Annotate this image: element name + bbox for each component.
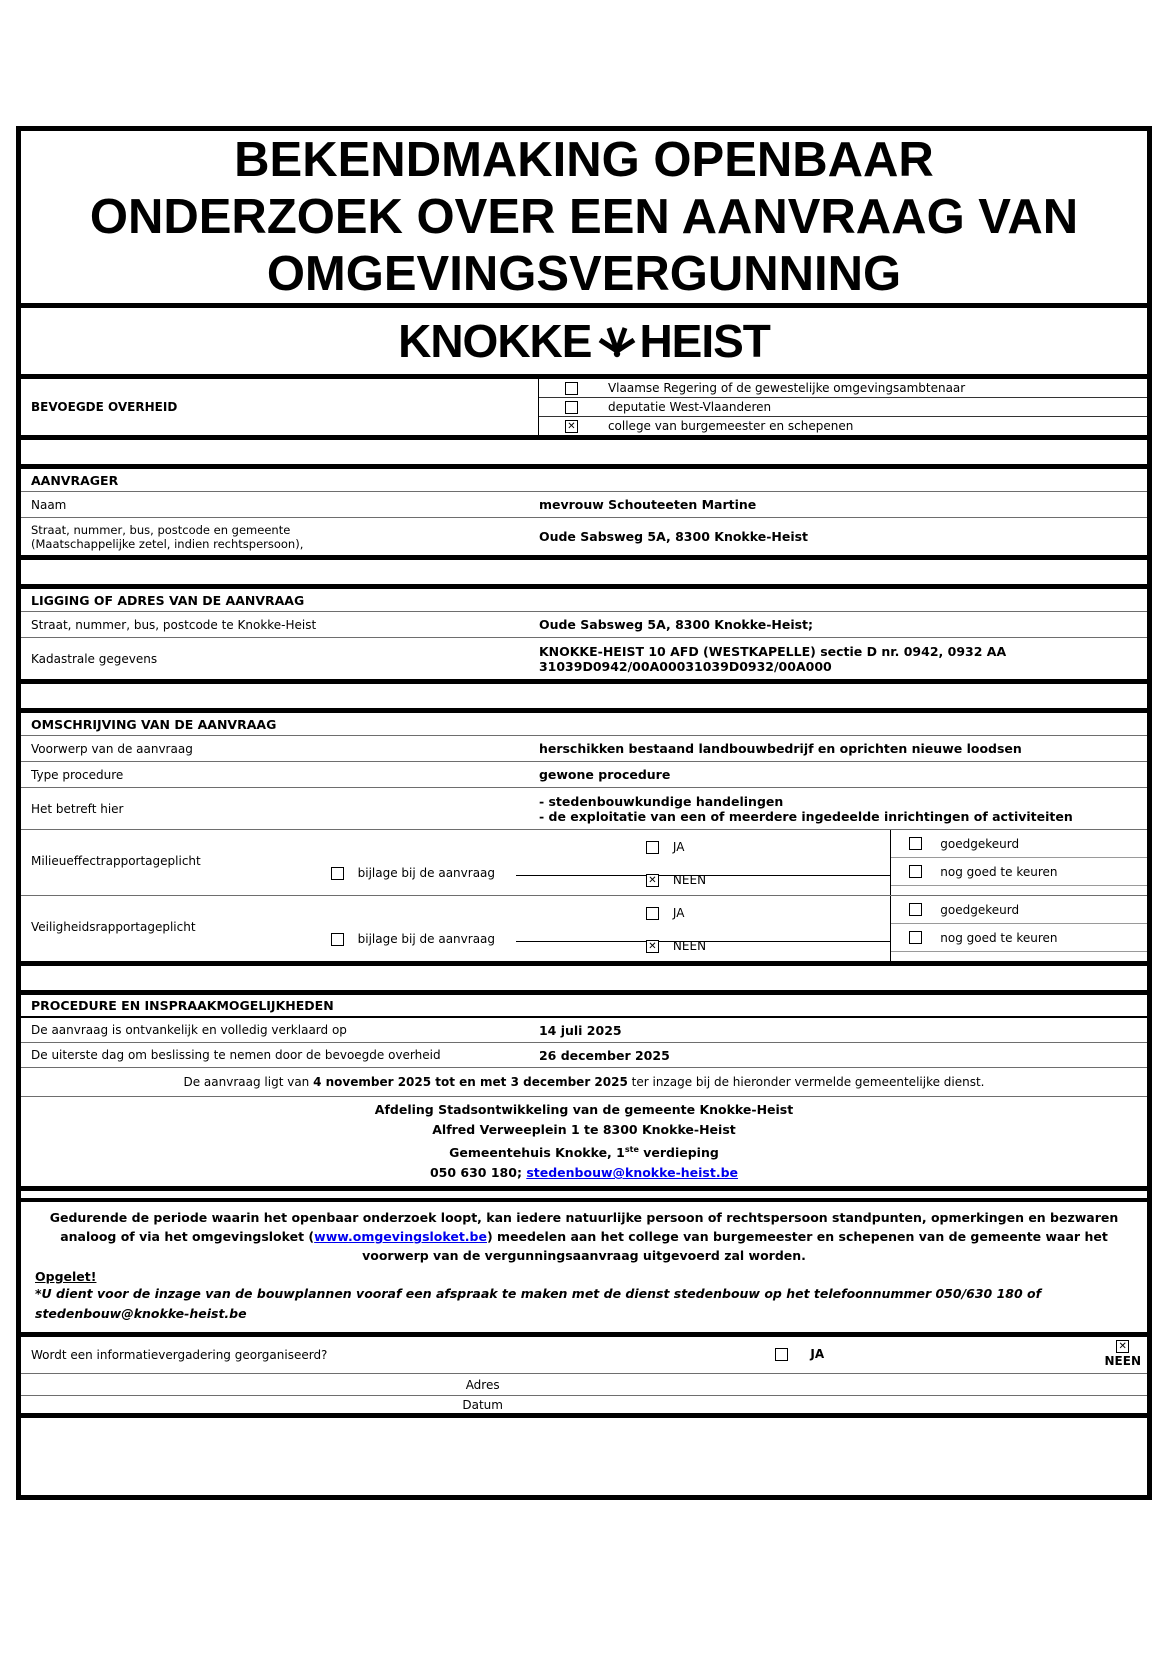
naam-label: Naam xyxy=(31,497,67,512)
datum-row xyxy=(21,1396,1147,1418)
section-separator xyxy=(21,684,1147,713)
title-line-3: OMGEVINGSVERGUNNING xyxy=(266,246,902,301)
adres-label: Straat, nummer, bus, postcode en gemeente (Maatschappelijke zetel, indien rechtspersoon), xyxy=(31,522,304,551)
option-vlaamse-regering xyxy=(539,379,1147,398)
title-line-2: ONDERZOEK OVER EEN AANVRAAG VAN xyxy=(89,189,1079,244)
milieueffect-goedgekeurd: goedgekeurd xyxy=(891,830,1147,858)
adres-row-label: Adres xyxy=(465,1377,500,1392)
option-label: deputatie West-Vlaanderen xyxy=(607,400,772,414)
milieueffect-nog-goed-te-keuren: nog goed te keuren xyxy=(891,858,1147,886)
omschrijving-header: OMSCHRIJVING VAN DE AANVRAAG xyxy=(21,713,1147,736)
veiligheids-neen: ✕ NEEN xyxy=(646,939,706,953)
informatievergadering-neen: ✕ NEEN xyxy=(1105,1339,1141,1369)
bevoegde-overheid-options xyxy=(539,379,1147,435)
uiterste-dag-label: De uiterste dag om beslissing te nemen door de bevoegde overheid xyxy=(31,1048,441,1062)
informatievergadering-row xyxy=(21,1337,1147,1374)
checkbox-milieueffect-ja[interactable] xyxy=(646,841,659,854)
checkbox-veiligheids-goedgekeurd[interactable] xyxy=(909,903,922,916)
title-line-1: BEKENDMAKING OPENBAAR xyxy=(234,132,934,187)
option-deputatie xyxy=(539,398,1147,417)
checkbox-vergadering-neen[interactable] xyxy=(1116,1340,1129,1353)
option-label: college van burgemeester en schepenen xyxy=(607,419,854,433)
document-title xyxy=(21,131,1147,308)
checkbox-vlaamse-regering[interactable] xyxy=(565,382,578,395)
veiligheids-ja: JA xyxy=(646,906,685,920)
betreft-label: Het betreft hier xyxy=(31,801,124,816)
uiterste-dag-row xyxy=(21,1043,1147,1068)
gemeentelijke-dienst-block xyxy=(21,1097,1147,1191)
inzage-row xyxy=(21,1068,1147,1097)
voorwerp-value: herschikken bestaand landbouwbedrijf en oprichten nieuwe loodsen xyxy=(538,741,1022,756)
betreft-row xyxy=(21,788,1147,830)
type-procedure-row xyxy=(21,762,1147,788)
veiligheids-nog-goed-te-keuren: nog goed te keuren xyxy=(891,924,1147,952)
dienst-adres: Alfred Verweeplein 1 te 8300 Knokke-Heist xyxy=(432,1122,736,1137)
stedenbouw-email-link[interactable]: stedenbouw@knokke-heist.be xyxy=(526,1165,739,1181)
section-separator xyxy=(21,966,1147,995)
bezwaar-paragraph-box xyxy=(21,1198,1147,1337)
ontvankelijk-label: De aanvraag is ontvankelijk en volledig verklaard op xyxy=(31,1023,347,1037)
adres-value: Oude Sabsweg 5A, 8300 Knokke-Heist xyxy=(538,529,809,544)
empty-remarks-box xyxy=(21,1418,1147,1495)
voorwerp-label: Voorwerp van de aanvraag xyxy=(31,741,193,756)
checkbox-milieueffect-noggoed[interactable] xyxy=(909,865,922,878)
veiligheids-status-col xyxy=(890,896,1147,961)
veiligheids-row xyxy=(21,896,1147,966)
milieueffect-bijlage: bijlage bij de aanvraag xyxy=(331,866,495,880)
knokke-heist-bird-mark-icon xyxy=(597,317,637,371)
milieueffect-status-col xyxy=(890,830,1147,895)
type-procedure-label: Type procedure xyxy=(31,767,124,782)
public-notice-form xyxy=(16,126,1152,1500)
checkbox-milieueffect-bijlage[interactable] xyxy=(331,867,344,880)
opgelet-text: *U dient voor de inzage van de bouwplannen vooraf een afspraak te maken met de dienst stedenbouw op het telefoonnummer 050/630 180 of stedenbouw@knokke-heist.be xyxy=(35,1286,1042,1322)
ligging-straat-label: Straat, nummer, bus, postcode te Knokke-Heist xyxy=(31,617,317,632)
ontvankelijk-row xyxy=(21,1018,1147,1043)
milieueffect-row xyxy=(21,830,1147,896)
logo-text-left: KNOKKE xyxy=(398,315,592,367)
informatievergadering-label: Wordt een informatievergadering georganiseerd? xyxy=(31,1348,328,1363)
procedure-header: PROCEDURE EN INSPRAAKMOGELIJKHEDEN xyxy=(21,995,1147,1018)
betreft-value: - stedenbouwkundige handelingen - de exploitatie van een of meerdere ingedeelde inrichtingen of activiteiten xyxy=(538,793,1073,824)
aanvrager-adres-row xyxy=(21,518,1147,560)
uiterste-dag-value: 26 december 2025 xyxy=(538,1047,670,1063)
voorwerp-row xyxy=(21,736,1147,762)
checkbox-veiligheids-neen[interactable] xyxy=(646,940,659,953)
checkbox-vergadering-ja[interactable] xyxy=(775,1348,788,1361)
checkbox-milieueffect-neen[interactable] xyxy=(646,874,659,887)
option-label: Vlaamse Regering of de gewestelijke omgevingsambtenaar xyxy=(607,381,966,395)
checkbox-milieueffect-goedgekeurd[interactable] xyxy=(909,837,922,850)
kadastrale-label: Kadastrale gegevens xyxy=(31,651,158,666)
logo-text-right: HEIST xyxy=(639,315,770,367)
checkbox-veiligheids-bijlage[interactable] xyxy=(331,933,344,946)
veiligheids-label: Veiligheidsrapportageplicht xyxy=(31,920,196,934)
ligging-straat-row xyxy=(21,612,1147,638)
checkbox-college[interactable] xyxy=(565,420,578,433)
datum-row-label: Datum xyxy=(462,1397,503,1412)
bevoegde-overheid-label: BEVOEGDE OVERHEID xyxy=(21,379,539,435)
naam-value: mevrouw Schouteeten Martine xyxy=(538,497,757,512)
adres-row xyxy=(21,1374,1147,1396)
rule-gap xyxy=(21,1191,1147,1198)
veiligheids-bijlage: bijlage bij de aanvraag xyxy=(331,932,495,946)
milieueffect-label: Milieueffectrapportageplicht xyxy=(31,854,201,868)
section-separator xyxy=(21,560,1147,589)
aanvrager-header: AANVRAGER xyxy=(21,469,1147,492)
veiligheids-goedgekeurd: goedgekeurd xyxy=(891,896,1147,924)
opgelet-label: Opgelet! xyxy=(35,1269,97,1285)
type-procedure-value: gewone procedure xyxy=(538,767,671,782)
section-separator xyxy=(21,440,1147,469)
checkbox-veiligheids-noggoed[interactable] xyxy=(909,931,922,944)
dienst-contact: 050 630 180; stedenbouw@knokke-heist.be xyxy=(429,1165,739,1181)
ontvankelijk-value: 14 juli 2025 xyxy=(538,1022,622,1038)
omgevingsloket-link[interactable]: www.omgevingsloket.be xyxy=(314,1229,487,1245)
municipality-logo xyxy=(21,308,1147,379)
dienst-locatie: Gemeentehuis Knokke, 1ste verdieping xyxy=(449,1145,719,1161)
milieueffect-neen: ✕ NEEN xyxy=(646,873,706,887)
option-college xyxy=(539,417,1147,435)
kadastrale-value: KNOKKE-HEIST 10 AFD (WESTKAPELLE) sectie D nr. 0942, 0932 AA 31039D0942/00A00031039D0932/00A000 xyxy=(538,643,1007,674)
ligging-straat-value: Oude Sabsweg 5A, 8300 Knokke-Heist; xyxy=(538,617,814,632)
informatievergadering-ja: JA xyxy=(775,1347,824,1361)
milieueffect-ja: JA xyxy=(646,840,685,854)
aanvrager-naam-row xyxy=(21,492,1147,518)
checkbox-veiligheids-ja[interactable] xyxy=(646,907,659,920)
ligging-header: LIGGING OF ADRES VAN DE AANVRAAG xyxy=(21,589,1147,612)
bezwaar-paragraph: Gedurende de periode waarin het openbaar onderzoek loopt, kan iedere natuurlijke persoon of rechtspersoon standpunten, opmerkingen en bezwaren analoog of via het omgevingsloket (www.omgevingsloket.be) meedelen aan het college van burgemeester en schepenen van de gemeente waar het voorwerp van de vergunningsaanvraag uitgevoerd zal worden. xyxy=(49,1210,1119,1264)
section-bevoegde-overheid xyxy=(21,379,1147,440)
dienst-naam: Afdeling Stadsontwikkeling van de gemeente Knokke-Heist xyxy=(374,1102,794,1117)
kadastrale-row xyxy=(21,638,1147,684)
checkbox-deputatie[interactable] xyxy=(565,401,578,414)
inzage-sentence: De aanvraag ligt van 4 november 2025 tot en met 3 december 2025 ter inzage bij de hieronder vermelde gemeentelijke dienst. xyxy=(183,1075,985,1089)
